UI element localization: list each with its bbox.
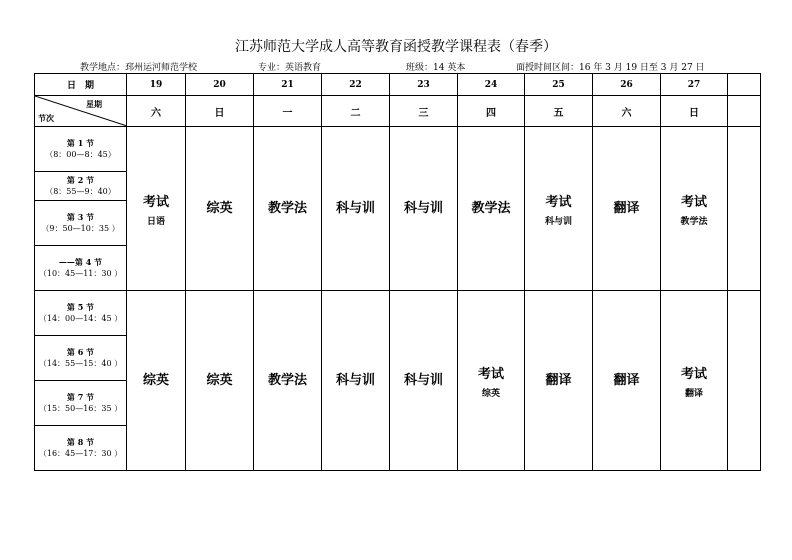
period-time: （14：00—14：45 ） [38, 314, 123, 323]
course-subject: 科与训 [544, 216, 572, 227]
course-cell [390, 291, 458, 471]
course-subject: 教学法 [680, 216, 708, 227]
info-class: 班级：14 英本 [406, 63, 466, 73]
weekday-cell: 三 [390, 96, 458, 127]
date-cell: 25 [525, 74, 593, 96]
date-cell: 24 [458, 74, 525, 96]
course-subject: 日语 [146, 216, 165, 227]
course-cell [322, 291, 390, 471]
period-time: （16：45—17：30 ） [38, 449, 123, 458]
period-name: 第 8 节 [66, 437, 95, 447]
course-name: 教学法 [267, 373, 307, 388]
period-time: （10：45—11：30 ） [38, 269, 123, 278]
course-cell [661, 291, 728, 471]
course-cell [458, 291, 525, 471]
course-cell [127, 127, 186, 291]
diagonal-header-cell [35, 96, 127, 127]
page-title: 江苏师范大学成人高等教育函授教学课程表（春季） [235, 39, 557, 55]
period-name: 第 7 节 [66, 392, 95, 402]
course-name: 教学法 [267, 201, 307, 216]
weekday-label: 星期 [86, 99, 102, 109]
period-time: （15：50—16：35 ） [38, 404, 123, 413]
date-cell: 19 [127, 74, 186, 96]
period-time: （9：50—10：35 ） [41, 224, 120, 233]
weekday-row [35, 96, 761, 127]
course-name: 综英 [142, 373, 169, 388]
course-cell [254, 291, 322, 471]
course-name: 综英 [206, 373, 233, 388]
date-cell: 20 [186, 74, 254, 96]
date-cell: 26 [593, 74, 661, 96]
weekday-cell [728, 96, 761, 127]
course-name: 科与训 [403, 201, 443, 216]
info-location: 教学地点：邳州运河师范学校 [80, 63, 198, 73]
course-cell [525, 127, 593, 291]
weekday-cell: 四 [458, 96, 525, 127]
period-time: （14：55—15：40 ） [38, 359, 123, 368]
course-name: 考试 [477, 366, 504, 382]
period-cell [35, 127, 127, 172]
course-name: 考试 [680, 366, 707, 382]
course-cell [661, 127, 728, 291]
course-cell [127, 291, 186, 471]
weekday-cell: 日 [661, 96, 728, 127]
course-cell [254, 127, 322, 291]
weekday-cell: 五 [525, 96, 593, 127]
period-time: （8：55—9：40） [45, 187, 116, 196]
period-name: 第 6 节 [66, 347, 95, 357]
date-cell [728, 74, 761, 96]
course-cell [593, 127, 661, 291]
period-row [35, 127, 761, 172]
weekday-cell: 六 [127, 96, 186, 127]
course-name: 综英 [206, 201, 233, 216]
weekday-cell: 日 [186, 96, 254, 127]
course-name: 科与训 [403, 373, 443, 388]
period-cell [35, 336, 127, 381]
period-name: 第 1 节 [66, 138, 95, 148]
course-name: 科与训 [335, 201, 375, 216]
period-name: ——第 4 节 [58, 257, 103, 267]
info-major: 专业：英语教育 [258, 63, 322, 73]
course-name: 教学法 [471, 201, 511, 216]
period-cell [35, 291, 127, 336]
session-label: 节次 [38, 113, 54, 123]
course-name: 科与训 [335, 373, 375, 388]
period-name: 第 5 节 [66, 302, 95, 312]
course-name: 翻译 [613, 201, 640, 216]
schedule-table [34, 73, 761, 471]
course-name: 翻译 [613, 373, 640, 388]
period-cell [35, 201, 127, 246]
period-cell [35, 172, 127, 201]
period-row [35, 291, 761, 336]
course-cell [322, 127, 390, 291]
date-cell: 22 [322, 74, 390, 96]
course-name: 考试 [545, 194, 572, 210]
weekday-cell: 二 [322, 96, 390, 127]
weekday-cell: 六 [593, 96, 661, 127]
date-cell: 23 [390, 74, 458, 96]
course-name: 考试 [142, 194, 169, 210]
period-name: 第 2 节 [66, 175, 95, 185]
period-name: 第 3 节 [66, 212, 95, 222]
period-cell [35, 381, 127, 426]
course-cell [458, 127, 525, 291]
course-subject: 综英 [481, 388, 500, 399]
course-cell [728, 127, 761, 291]
date-cell: 21 [254, 74, 322, 96]
period-cell [35, 246, 127, 291]
period-time: （8：00—8：45） [45, 150, 116, 159]
info-period: 面授时间区间：16 年 3 月 19 日至 3 月 27 日 [516, 63, 705, 73]
course-name: 翻译 [545, 373, 572, 388]
course-cell [728, 291, 761, 471]
course-cell [390, 127, 458, 291]
course-cell [186, 127, 254, 291]
course-cell [186, 291, 254, 471]
course-name: 考试 [680, 194, 707, 210]
course-cell [525, 291, 593, 471]
course-cell [593, 291, 661, 471]
date-row [35, 74, 761, 96]
weekday-cell: 一 [254, 96, 322, 127]
date-label: 日 期 [35, 74, 127, 96]
course-subject: 翻译 [684, 388, 703, 399]
period-cell [35, 426, 127, 471]
date-cell: 27 [661, 74, 728, 96]
